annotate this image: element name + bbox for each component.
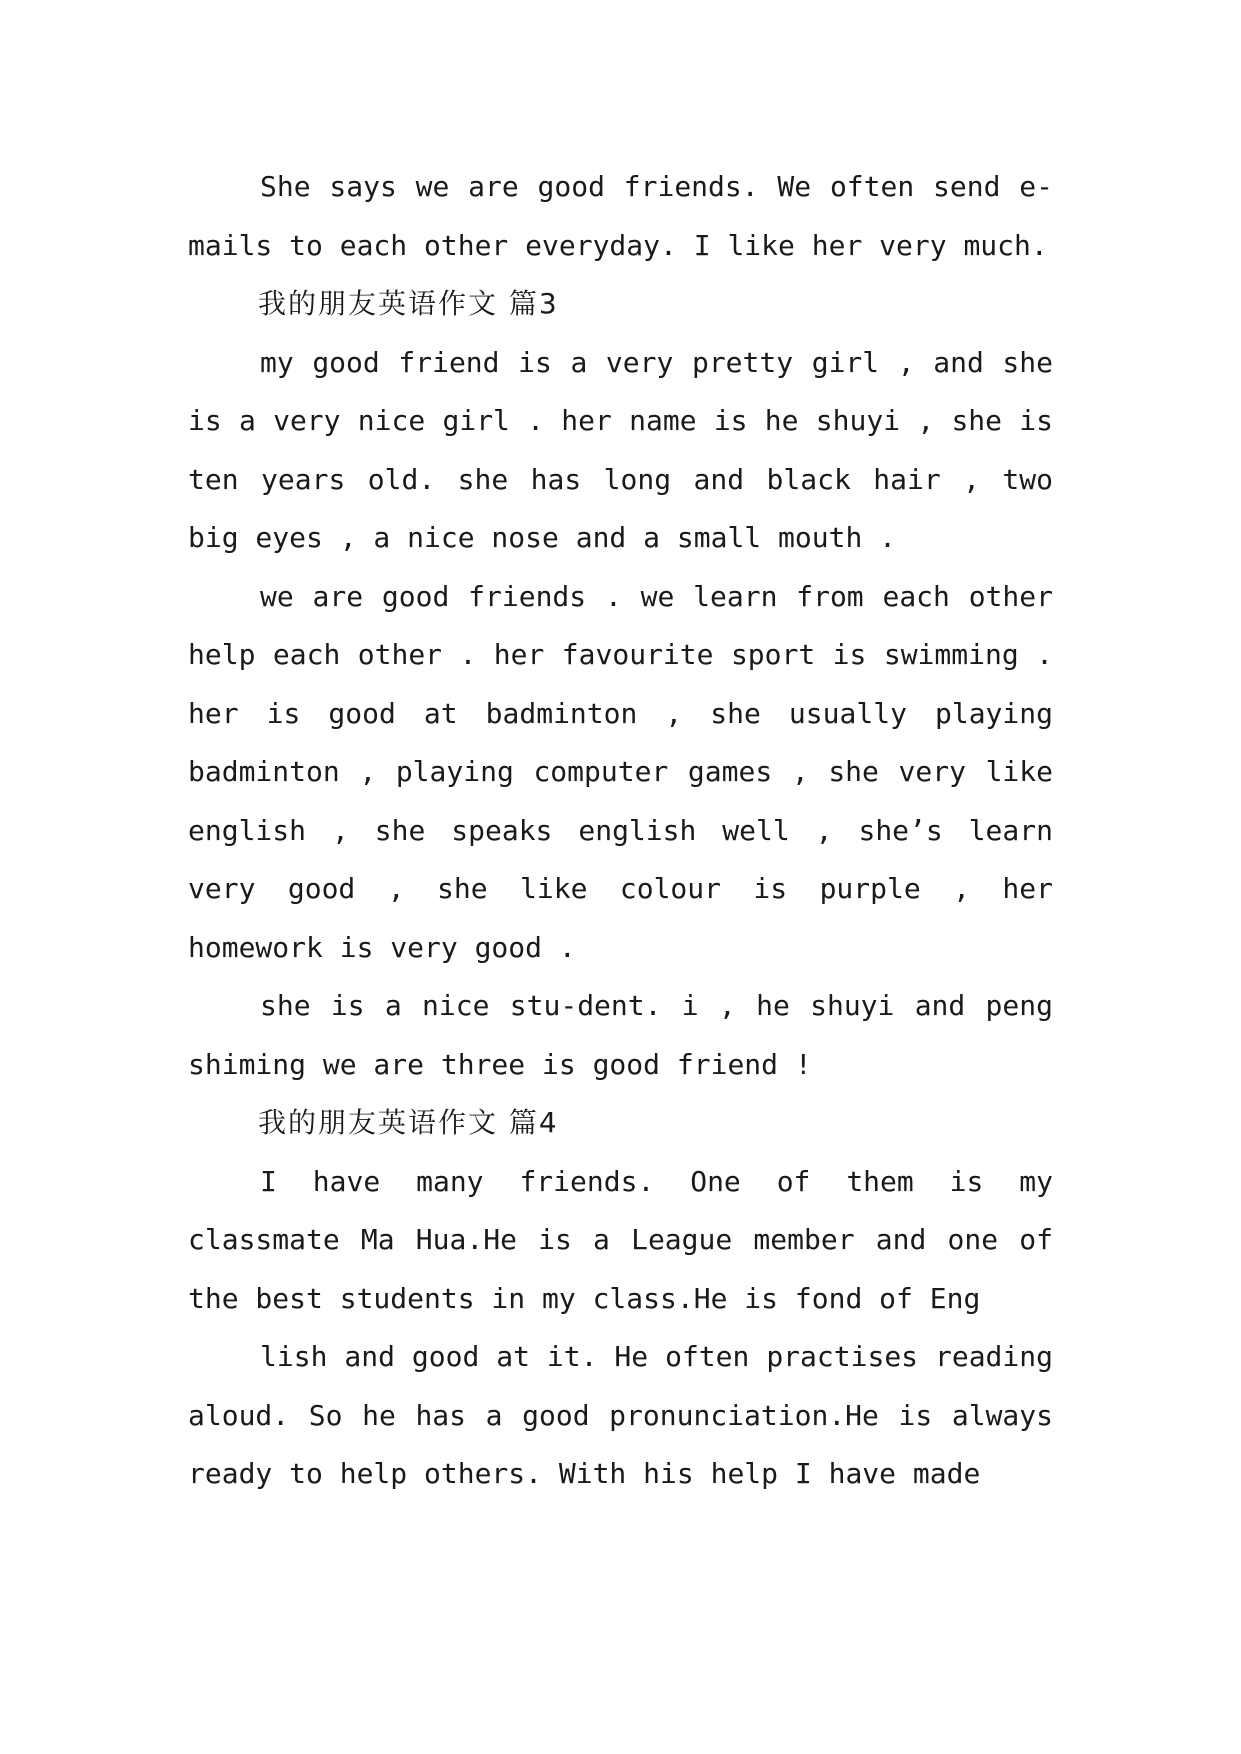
paragraph: my good friend is a very pretty girl , and she is a very nice girl . her name is he shuyi , she is ten years old. she has long and black hair , two big eyes , a nice nose and a small mouth .: [188, 345, 1053, 554]
section-heading: 我的朋友英语作文 篇4: [258, 1106, 559, 1139]
paragraph: She says we are good friends. We often send e-mails to each other everyday. I like her very much.: [188, 170, 1053, 262]
section-heading: 我的朋友英语作文 篇3: [258, 287, 559, 320]
paragraph: she is a nice stu-dent. i , he shuyi and peng shiming we are three is good friend !: [188, 989, 1053, 1081]
paragraph: we are good friends . we learn from each other help each other . her favourite sport is swimming . her is good at badminton , she usually playing badminton , playing computer games , she very like english , she speaks english well , she’s learn very good , she like colour is purple , her homework is very good .: [188, 579, 1053, 964]
paragraph: lish and good at it. He often practises reading aloud. So he has a good pronunciation.He is always ready to help others. With his help I have made: [188, 1340, 1053, 1490]
document-body: [188, 158, 1053, 1504]
paragraph: I have many friends. One of them is my classmate Ma Hua.He is a League member and one of the best students in my class.He is fond of Eng: [188, 1164, 1053, 1315]
